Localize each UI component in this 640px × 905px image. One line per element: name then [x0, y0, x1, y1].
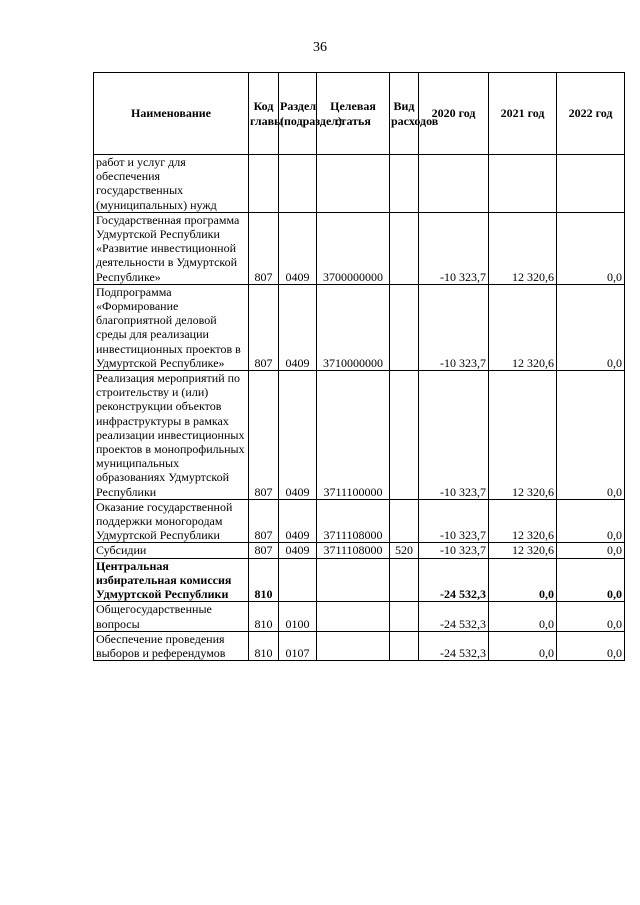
cell-2020: -24 532,3 — [419, 558, 489, 602]
cell-2021 — [489, 155, 557, 213]
cell-chapter-code: 807 — [249, 543, 279, 558]
cell-chapter-code: 807 — [249, 371, 279, 500]
cell-2020: -10 323,7 — [419, 212, 489, 284]
cell-target-article — [317, 155, 390, 213]
cell-target-article: 3700000000 — [317, 212, 390, 284]
cell-expense-type — [390, 631, 419, 660]
cell-2022: 0,0 — [557, 499, 625, 543]
cell-expense-type — [390, 558, 419, 602]
cell-2022: 0,0 — [557, 543, 625, 558]
header-chapter-code: Код главы — [249, 73, 279, 155]
cell-target-article: 3710000000 — [317, 284, 390, 370]
header-name: Наименование — [94, 73, 249, 155]
table-row — [94, 499, 625, 543]
cell-section — [279, 558, 317, 602]
cell-expense-type — [390, 155, 419, 213]
table-row — [94, 371, 625, 500]
table-row — [94, 543, 625, 558]
table-row — [94, 212, 625, 284]
cell-2020: -10 323,7 — [419, 284, 489, 370]
cell-name: работ и услуг для обеспечения государственных (муниципальных) нужд — [94, 155, 249, 213]
header-2021: 2021 год — [489, 73, 557, 155]
cell-2021: 12 320,6 — [489, 371, 557, 500]
page-number: 36 — [313, 40, 327, 55]
cell-name: Субсидии — [94, 543, 249, 558]
cell-chapter-code: 810 — [249, 558, 279, 602]
cell-expense-type — [390, 499, 419, 543]
cell-expense-type — [390, 371, 419, 500]
cell-name: Подпрограмма «Формирование благоприятной деловой среды для реализации инвестиционных проектов в Удмуртской Республике» — [94, 284, 249, 370]
cell-2022: 0,0 — [557, 602, 625, 631]
cell-2020: -24 532,3 — [419, 631, 489, 660]
cell-section: 0100 — [279, 602, 317, 631]
cell-expense-type: 520 — [390, 543, 419, 558]
header-2020: 2020 год — [419, 73, 489, 155]
table-row — [94, 284, 625, 370]
header-2022: 2022 год — [557, 73, 625, 155]
cell-section: 0409 — [279, 543, 317, 558]
cell-section: 0409 — [279, 284, 317, 370]
header-row — [94, 73, 625, 155]
cell-chapter-code: 810 — [249, 631, 279, 660]
cell-section: 0409 — [279, 212, 317, 284]
cell-2020: -10 323,7 — [419, 371, 489, 500]
table-row — [94, 558, 625, 602]
cell-2022 — [557, 155, 625, 213]
cell-name: Обеспечение проведения выборов и референдумов — [94, 631, 249, 660]
cell-2020: -10 323,7 — [419, 543, 489, 558]
cell-section: 0107 — [279, 631, 317, 660]
cell-name: Государственная программа Удмуртской Республики «Развитие инвестиционной деятельности в Удмуртской Республике» — [94, 212, 249, 284]
cell-2021: 0,0 — [489, 602, 557, 631]
cell-2021: 12 320,6 — [489, 284, 557, 370]
cell-2020: -24 532,3 — [419, 602, 489, 631]
cell-name: Общегосударственные вопросы — [94, 602, 249, 631]
cell-chapter-code — [249, 155, 279, 213]
cell-2021: 12 320,6 — [489, 543, 557, 558]
cell-target-article: 3711108000 — [317, 499, 390, 543]
cell-expense-type — [390, 602, 419, 631]
cell-2022: 0,0 — [557, 371, 625, 500]
table-row — [94, 155, 625, 213]
cell-2020: -10 323,7 — [419, 499, 489, 543]
cell-chapter-code: 807 — [249, 212, 279, 284]
cell-target-article: 3711108000 — [317, 543, 390, 558]
cell-2022: 0,0 — [557, 631, 625, 660]
cell-target-article: 3711100000 — [317, 371, 390, 500]
cell-section — [279, 155, 317, 213]
cell-2020 — [419, 155, 489, 213]
cell-2022: 0,0 — [557, 284, 625, 370]
cell-2021: 0,0 — [489, 631, 557, 660]
cell-expense-type — [390, 284, 419, 370]
header-target-article: Целевая статья — [317, 73, 390, 155]
cell-name: Оказание государственной поддержки моногородам Удмуртской Республики — [94, 499, 249, 543]
cell-2021: 12 320,6 — [489, 499, 557, 543]
cell-2022: 0,0 — [557, 212, 625, 284]
cell-name: Реализация мероприятий по строительству и (или) реконструкции объектов инфраструктуры в рамках реализации инвестиционных проектов в монопрофильных муниципальных образованиях Удмуртской Республики — [94, 371, 249, 500]
cell-name: Центральная избирательная комиссия Удмуртской Республики — [94, 558, 249, 602]
table-row — [94, 631, 625, 660]
header-expense-type: Вид расходов — [390, 73, 419, 155]
cell-section: 0409 — [279, 499, 317, 543]
cell-target-article — [317, 558, 390, 602]
cell-expense-type — [390, 212, 419, 284]
budget-table — [93, 72, 625, 661]
cell-2021: 0,0 — [489, 558, 557, 602]
cell-2022: 0,0 — [557, 558, 625, 602]
header-section: Раздел (подраздел) — [279, 73, 317, 155]
cell-target-article — [317, 602, 390, 631]
cell-chapter-code: 807 — [249, 499, 279, 543]
cell-target-article — [317, 631, 390, 660]
cell-section: 0409 — [279, 371, 317, 500]
table-row — [94, 602, 625, 631]
cell-chapter-code: 810 — [249, 602, 279, 631]
cell-chapter-code: 807 — [249, 284, 279, 370]
cell-2021: 12 320,6 — [489, 212, 557, 284]
